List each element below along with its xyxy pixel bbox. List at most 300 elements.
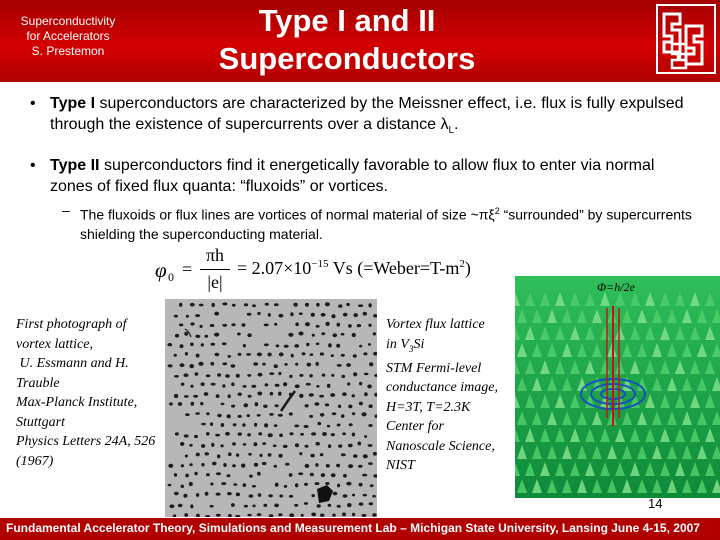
vortex-dot <box>328 504 332 507</box>
vortex-dot <box>364 373 369 376</box>
vortex-dot <box>359 382 362 386</box>
type-one-lead: Type I <box>50 95 96 112</box>
vortex-dot <box>200 325 203 328</box>
vortex-dot <box>285 463 289 466</box>
vortex-dot <box>238 415 242 418</box>
right-caption-line: H=3T, T=2.3K <box>386 399 471 415</box>
header-banner <box>0 0 720 82</box>
vortex-dot <box>357 324 361 327</box>
vortex-dot <box>221 403 225 406</box>
vortex-dot <box>325 322 329 326</box>
vortex-dot <box>319 395 324 398</box>
vortex-dot <box>321 473 325 477</box>
vortex-dot <box>302 352 306 355</box>
stm-conductance-map <box>515 276 720 498</box>
vortex-dot <box>231 503 235 507</box>
vortex-dot <box>337 364 342 367</box>
vortex-dot <box>189 463 192 466</box>
vortex-dot <box>194 435 198 438</box>
vortex-dot <box>348 405 352 409</box>
vortex-dot <box>337 505 341 508</box>
vortex-dot <box>247 414 250 417</box>
vortex-dot <box>337 323 341 327</box>
vortex-dot <box>317 422 321 426</box>
vortex-dot <box>212 462 217 466</box>
footer-text: Fundamental Accelerator Theory, Simulations and Measurement Lab – Michigan State University, Lansing June 4-15, 2007 <box>6 521 700 535</box>
vortex-dot <box>362 474 367 477</box>
vortex-dot <box>216 394 220 398</box>
flux-quantum-formula: φ 0 = πh |e| = $2.07\times 10^{-15}$ Vs $(=Weber=T-m^2)$ <box>155 245 471 292</box>
vortex-dot <box>325 302 330 306</box>
vortex-dot <box>309 415 313 418</box>
vortex-dot <box>295 443 299 447</box>
vortex-dot <box>216 493 221 496</box>
vortex-dot <box>184 513 188 517</box>
vortex-dot <box>293 303 297 307</box>
vortex-dot <box>275 384 280 387</box>
vortex-dot <box>254 442 258 446</box>
vortex-dot <box>258 373 263 377</box>
left-caption-line: (1967) <box>16 453 54 469</box>
vortex-dot <box>331 354 334 357</box>
vortex-dot <box>348 324 352 328</box>
vortex-dot <box>295 483 298 487</box>
fraction-bar <box>200 269 230 270</box>
vortex-dot <box>284 485 287 488</box>
vortex-dot <box>306 383 311 386</box>
vortex-dot <box>215 353 220 357</box>
vortex-dot <box>353 354 357 357</box>
vortex-dot <box>362 412 367 416</box>
vortex-dot <box>284 363 287 366</box>
vortex-dot <box>238 393 242 396</box>
vortex-dot <box>258 493 262 497</box>
vortex-dot <box>204 392 209 396</box>
vortex-dot <box>320 453 324 456</box>
left-caption-line: Max-Planck Institute, <box>16 395 138 410</box>
vortex-dot <box>201 343 204 346</box>
vortex-dot <box>220 444 223 447</box>
fluxoid-sup: 2 <box>494 206 500 216</box>
vortex-dot <box>196 354 200 358</box>
vortex-dot <box>236 453 239 456</box>
vortex-dot <box>184 434 189 437</box>
vortex-dot <box>353 454 358 457</box>
vortex-dot <box>307 363 312 367</box>
vortex-dot <box>306 343 309 346</box>
vortex-dot <box>348 464 353 468</box>
vortex-dot <box>252 485 256 488</box>
vortex-dot <box>368 424 372 427</box>
vortex-dot <box>309 393 314 396</box>
vortex-dot <box>320 514 324 517</box>
vortex-dot <box>243 483 247 487</box>
vortex-dot <box>312 334 315 337</box>
vortex-dot <box>227 474 231 477</box>
vortex-dot <box>304 502 308 505</box>
vortex-dot <box>275 404 279 407</box>
vortex-dot <box>252 304 256 307</box>
vortex-dot <box>174 354 177 357</box>
vortex-dot <box>363 454 368 458</box>
vortex-dot <box>193 395 198 398</box>
vortex-dot <box>195 372 199 376</box>
vortex-dot <box>305 404 309 407</box>
vortex-dot <box>321 332 325 335</box>
vortex-dot <box>210 483 213 486</box>
vortex-dot <box>288 333 293 337</box>
vortex-dot <box>311 313 315 317</box>
vortex-dot <box>295 322 299 326</box>
lab-logo-icon <box>656 4 716 74</box>
fluxoid-text-1: The fluxoids or flux lines are vortices of normal material of size ~πξ <box>80 206 495 223</box>
vortex-dot <box>221 482 226 485</box>
right-caption-line: conductance image, <box>386 380 498 396</box>
vortex-dot <box>214 312 219 316</box>
vortex-dot <box>180 344 184 348</box>
vortex-dot <box>183 494 187 498</box>
vortex-dot <box>205 492 209 496</box>
vortex-dot <box>291 354 294 358</box>
vortex-dot <box>331 473 336 477</box>
vortex-dot <box>353 372 357 376</box>
vortex-dot <box>305 322 310 326</box>
vortex-dot <box>174 394 178 398</box>
vortex-dot <box>258 432 262 435</box>
vortex-dot <box>181 464 184 467</box>
vortex-dot <box>341 354 345 357</box>
vortex-dot <box>196 453 200 457</box>
vortex-dot <box>247 333 251 337</box>
vortex-dot <box>359 345 362 348</box>
vortex-dot <box>211 443 214 447</box>
formula-value: = $2.07\times 10^{-15}$ Vs $(=Weber=T-m^2)$ <box>237 258 471 278</box>
vortex-dot <box>343 494 348 497</box>
vortex-dot <box>338 304 342 307</box>
vortex-dot <box>322 432 327 436</box>
vortex-dot <box>312 494 315 497</box>
vortex-dot <box>289 495 293 498</box>
vortex-dot <box>241 464 245 468</box>
vortex-dot <box>238 432 242 435</box>
vortex-dot <box>189 364 194 368</box>
vortex-dot <box>222 342 227 345</box>
vortex-dot <box>252 505 255 508</box>
vortex-dot <box>217 373 221 377</box>
vortex-dot <box>317 504 321 507</box>
vortex-dot <box>264 324 269 327</box>
left-caption-line: Trauble <box>16 375 60 391</box>
vortex-dot <box>368 444 373 447</box>
vortex-dot <box>190 504 193 508</box>
vortex-dot <box>212 303 215 307</box>
bullet-dot: • <box>30 95 36 112</box>
vortex-dot <box>249 494 254 497</box>
vortex-dot <box>174 375 179 378</box>
vortex-dot <box>325 482 329 485</box>
vortex-dot <box>268 313 271 317</box>
vortex-dot <box>320 413 324 417</box>
author-name: S. Prestemon <box>31 44 105 58</box>
vortex-dot <box>346 303 350 306</box>
vortex-dot <box>242 423 245 427</box>
vortex-dot <box>298 472 303 475</box>
formula-numerator: πh <box>205 245 225 265</box>
vortex-dot <box>244 505 248 508</box>
vortex-dot <box>278 513 282 516</box>
vortex-dot <box>174 315 178 318</box>
vortex-dot <box>254 463 258 467</box>
slide-title-line2: Superconductors <box>218 41 476 76</box>
vortex-dot <box>278 414 283 417</box>
vortex-dot <box>249 475 253 478</box>
vortex-dot <box>328 343 332 347</box>
vortex-dot <box>257 414 261 417</box>
vortex-dot <box>283 445 288 448</box>
course-name-2: for Accelerators <box>26 29 110 43</box>
vortex-dot <box>274 424 278 427</box>
vortex-dot <box>195 335 200 338</box>
vortex-dot <box>294 425 299 428</box>
vortex-dot <box>262 442 266 445</box>
right-caption-line: in $V_3Si$ <box>386 336 425 354</box>
sub-bullet-fluxoids <box>80 202 700 244</box>
vortex-dot <box>236 493 240 497</box>
vortex-dot <box>289 432 293 435</box>
vortex-dot <box>279 352 284 356</box>
right-caption-line: Vortex flux lattice <box>386 317 485 332</box>
vortex-dot <box>368 324 371 327</box>
vortex-dot <box>189 482 193 486</box>
vortex-dot <box>236 374 240 378</box>
vortex-dot <box>244 303 248 306</box>
vortex-dot <box>205 452 209 455</box>
vortex-dot <box>181 383 185 386</box>
vortex-dot <box>364 392 368 396</box>
vortex-dot <box>206 432 210 436</box>
flux-quantum-label: Φ=h/2e <box>597 280 635 294</box>
vortex-lattice-image <box>165 299 377 517</box>
vortex-dot <box>262 363 265 366</box>
vortex-dot <box>336 344 340 348</box>
vortex-dot <box>228 394 231 398</box>
vortex-dot <box>304 483 308 486</box>
vortex-dot <box>278 372 281 375</box>
vortex-dot <box>222 384 225 388</box>
vortex-dot <box>206 473 210 476</box>
vortex-dot <box>316 303 320 307</box>
vortex-dot <box>254 423 257 427</box>
vortex-dot <box>331 374 334 377</box>
vortex-dot <box>311 513 316 517</box>
vortex-dot <box>279 434 283 438</box>
vortex-dot <box>264 423 268 427</box>
vortex-dot <box>370 484 374 487</box>
vortex-dot <box>225 432 230 436</box>
vortex-dot <box>299 452 302 455</box>
vortex-dot <box>361 514 366 517</box>
vortex-dot <box>299 394 303 398</box>
vortex-dot <box>247 433 251 436</box>
vortex-dot <box>343 313 348 317</box>
vortex-dot <box>232 464 236 467</box>
vortex-dot <box>190 303 195 307</box>
left-caption-line: Stuttgart <box>16 414 66 430</box>
vortex-dot <box>185 474 189 478</box>
vortex-dot <box>331 314 335 318</box>
vortex-dot <box>215 434 220 437</box>
left-caption-line: U. Essmann and H. <box>16 356 129 371</box>
vortex-dot <box>247 514 251 517</box>
right-caption-line: NIST <box>386 458 415 474</box>
right-caption <box>386 315 516 476</box>
vortex-dot <box>338 444 342 447</box>
vortex-dot <box>300 433 304 436</box>
vortex-dot <box>199 304 204 307</box>
vortex-dot <box>231 405 235 408</box>
vortex-dot <box>206 412 209 415</box>
vortex-dot <box>179 303 182 307</box>
vortex-dot <box>186 315 189 318</box>
vortex-dot <box>257 312 260 315</box>
stm-vortex-image <box>515 276 720 498</box>
fluxoid-text-2: “surrounded” by supercurrents shielding the superconducting material. <box>80 206 692 242</box>
vortex-dot <box>369 404 373 408</box>
vortex-dot <box>211 383 216 386</box>
vortex-dot <box>251 385 256 388</box>
vortex-dot <box>359 483 363 487</box>
vortex-dot <box>372 495 376 498</box>
vortex-dot <box>320 352 324 355</box>
vortex-dot <box>333 333 338 337</box>
vortex-dot <box>174 492 179 495</box>
vortex-dot <box>222 362 227 365</box>
vortex-dot <box>243 344 246 347</box>
vortex-dot <box>243 385 247 388</box>
vortex-dot <box>190 343 194 347</box>
vortex-dot <box>298 332 303 336</box>
vortex-dot <box>237 333 241 336</box>
vortex-dot <box>189 444 192 447</box>
vortex-dot <box>168 464 173 468</box>
bullet-type-two <box>50 155 700 197</box>
vortex-dot <box>201 444 205 448</box>
slide-title <box>196 2 498 78</box>
vortex-dot <box>195 412 200 415</box>
vortex-dot <box>232 304 236 307</box>
vortex-dot <box>322 374 326 377</box>
vortex-dot <box>268 494 273 497</box>
vortex-dot <box>352 412 355 415</box>
vortex-dot <box>279 454 283 458</box>
phi-subscript: 0 <box>168 270 174 284</box>
vortex-dot <box>314 402 319 406</box>
vortex-dot <box>221 423 225 427</box>
left-caption <box>16 315 176 471</box>
vortex-dot <box>354 313 358 317</box>
lambda-symbol: λ <box>440 116 449 133</box>
vortex-dot <box>257 353 262 357</box>
vortex-dot <box>289 412 293 415</box>
vortex-dot <box>358 465 363 468</box>
vortex-dot <box>227 492 232 495</box>
right-caption-line: Nanoscale Science, <box>386 438 495 454</box>
vortex-dot <box>278 314 283 318</box>
vortex-dot <box>369 502 374 505</box>
vortex-dot <box>247 313 252 316</box>
vortex-dot <box>198 362 203 366</box>
vortex-dot <box>265 303 269 306</box>
vortex-dot <box>337 424 341 427</box>
vortex-dot <box>175 432 179 435</box>
vortex-dot <box>217 414 222 418</box>
vortex-dot <box>210 362 214 366</box>
vortex-dot <box>342 375 346 378</box>
vortex-dot <box>327 425 330 428</box>
footer-banner <box>0 518 720 540</box>
vortex-dot <box>263 405 268 408</box>
vortex-dot <box>238 353 242 356</box>
vortex-dot <box>185 413 190 416</box>
vortex-dot <box>301 514 304 517</box>
vortex-dot <box>331 433 335 436</box>
vortex-dot <box>184 395 189 398</box>
vortex-dot <box>289 473 293 477</box>
vortex-dot <box>358 442 362 446</box>
vortex-dot <box>244 403 249 407</box>
vortex-dot <box>368 462 373 465</box>
vortex-dot <box>316 343 320 346</box>
vortex-dot <box>373 452 377 456</box>
vortex-dot <box>210 324 215 327</box>
type-two-lead: Type II <box>50 157 100 174</box>
vortex-dot <box>348 444 353 448</box>
vortex-dot <box>178 402 182 406</box>
vortex-dot <box>299 312 303 315</box>
lambda-subscript: L <box>448 125 455 137</box>
vortex-dot <box>352 513 355 516</box>
vortex-dot <box>347 382 350 385</box>
vortex-dot <box>369 362 373 366</box>
vortex-dot <box>243 443 247 446</box>
vortex-dot <box>195 314 200 317</box>
vortex-dot <box>178 504 183 507</box>
vortex-dot <box>217 454 220 458</box>
vortex-dot <box>232 442 236 445</box>
vortex-dot <box>352 433 355 437</box>
right-caption-line: Center for <box>386 419 444 435</box>
vortex-dot <box>205 335 209 338</box>
vortex-dot <box>274 504 279 508</box>
vortex-dot <box>283 382 287 386</box>
slide-title-line1: Type I and II <box>258 3 436 38</box>
vortex-dot <box>210 422 213 426</box>
vortex-dot <box>233 483 237 486</box>
vortex-dot <box>231 323 235 326</box>
vortex-dot <box>294 504 298 507</box>
vortex-dot <box>274 465 277 468</box>
vortex-dot <box>168 484 172 487</box>
vortex-dot <box>341 333 345 336</box>
vortex-dot <box>305 303 309 307</box>
vortex-dot <box>206 374 211 377</box>
vortex-dot <box>273 445 277 448</box>
vortex-dot <box>231 382 234 386</box>
vortex-dot <box>259 454 262 457</box>
vortex-dot <box>294 344 299 348</box>
vortex-dot <box>167 343 172 346</box>
right-caption-line: STM Fermi-level <box>386 360 482 376</box>
